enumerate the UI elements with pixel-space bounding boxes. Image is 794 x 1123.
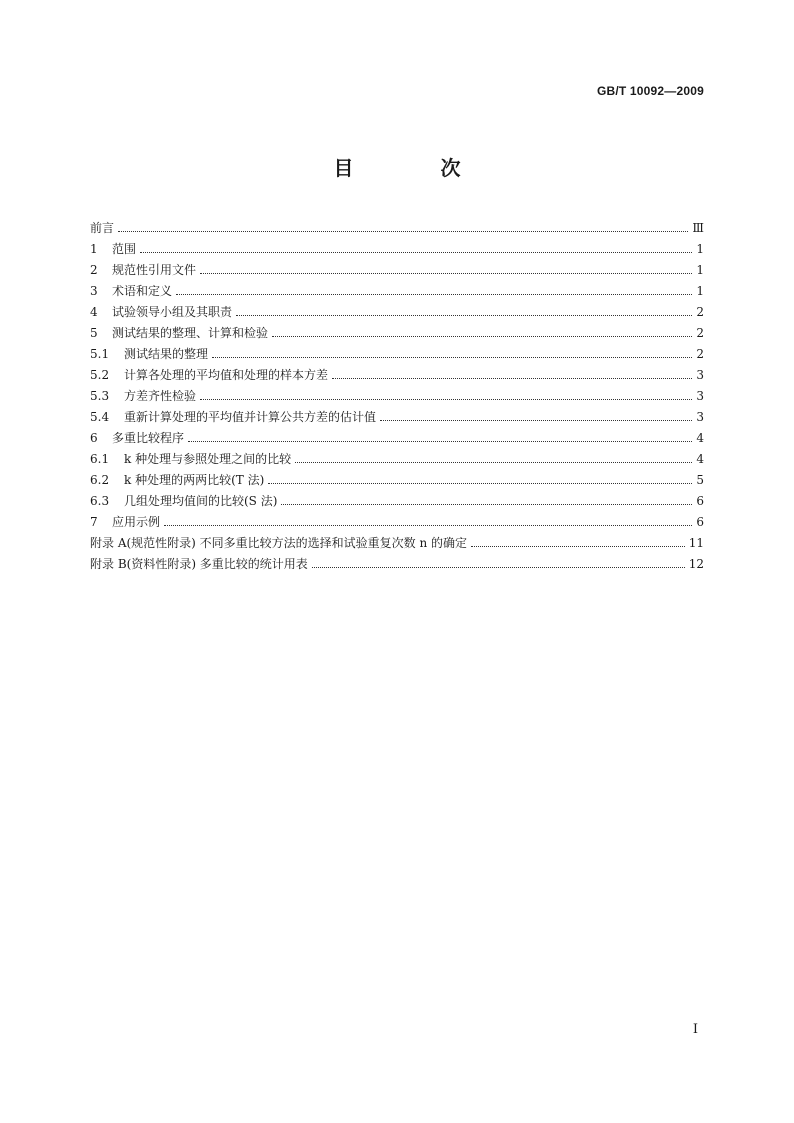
leader-dots	[164, 524, 692, 526]
leader-dots	[295, 461, 692, 463]
toc-entry-5[interactable]	[90, 323, 704, 344]
toc-number: 5.3	[90, 389, 110, 403]
toc-entry-appendix-a[interactable]	[90, 533, 704, 554]
toc-number: 3	[90, 284, 98, 298]
toc-page: 4	[696, 452, 704, 466]
toc-page: 3	[696, 410, 704, 424]
toc-number: 6.2	[90, 473, 110, 487]
toc-page: 12	[688, 557, 704, 571]
toc-entry-appendix-b[interactable]	[90, 554, 704, 575]
leader-dots	[176, 293, 692, 295]
toc-number: 6.3	[90, 494, 110, 508]
toc-label: 多重比较程序	[112, 431, 185, 445]
toc-entry-7[interactable]	[90, 512, 704, 533]
toc-page: 3	[696, 389, 704, 403]
toc-page: 2	[696, 347, 704, 361]
toc-number: 1	[90, 242, 98, 256]
toc-number: 7	[90, 515, 98, 529]
leader-dots	[200, 272, 692, 274]
leader-dots	[118, 230, 688, 232]
toc-page: 1	[696, 242, 704, 256]
leader-dots	[188, 440, 692, 442]
leader-dots	[268, 482, 692, 484]
toc-entry-5-1[interactable]	[90, 344, 704, 365]
toc-page: 5	[696, 473, 704, 487]
toc-label: k 种处理与参照处理之间的比较	[124, 452, 292, 466]
toc-page: Ⅲ	[692, 221, 704, 235]
toc-label: 规范性引用文件	[112, 263, 197, 277]
leader-dots	[312, 566, 685, 568]
toc-label: 术语和定义	[112, 284, 173, 298]
toc-entry-1[interactable]	[90, 239, 704, 260]
toc-entry-5-4[interactable]	[90, 407, 704, 428]
toc-label: 测试结果的整理、计算和检验	[112, 326, 269, 340]
toc-entry-preface[interactable]	[90, 218, 704, 239]
toc-number: 5.2	[90, 368, 110, 382]
toc-page: 3	[696, 368, 704, 382]
toc-label: 测试结果的整理	[124, 347, 209, 361]
leader-dots	[212, 356, 692, 358]
toc-entry-2[interactable]	[90, 260, 704, 281]
toc-entry-6-3[interactable]	[90, 491, 704, 512]
toc-number: 2	[90, 263, 98, 277]
toc-page: 1	[696, 263, 704, 277]
toc-page: 11	[688, 536, 704, 550]
toc-label: 前言	[90, 221, 115, 235]
page-title: 目 次	[333, 156, 501, 180]
toc-number: 4	[90, 305, 98, 319]
toc-page: 6	[696, 515, 704, 529]
toc-entry-6-2[interactable]	[90, 470, 704, 491]
toc-entry-4[interactable]	[90, 302, 704, 323]
toc-number: 5.1	[90, 347, 110, 361]
toc-number: 6	[90, 431, 98, 445]
toc-label: 应用示例	[112, 515, 161, 529]
toc-number: 5	[90, 326, 98, 340]
leader-dots	[200, 398, 692, 400]
toc-entry-5-3[interactable]	[90, 386, 704, 407]
leader-dots	[236, 314, 692, 316]
toc-label: k 种处理的两两比较(T 法)	[124, 473, 265, 487]
toc-page: 2	[696, 305, 704, 319]
toc-number: 5.4	[90, 410, 110, 424]
leader-dots	[380, 419, 692, 421]
leader-dots	[140, 251, 692, 253]
leader-dots	[471, 545, 685, 547]
standard-code: GB/T 10092—2009	[596, 84, 704, 98]
toc-page: 1	[696, 284, 704, 298]
toc-label: 附录 B(资料性附录) 多重比较的统计用表	[90, 557, 308, 571]
leader-dots	[332, 377, 692, 379]
toc-label: 几组处理均值间的比较(S 法)	[124, 494, 278, 508]
toc-entry-3[interactable]	[90, 281, 704, 302]
toc-label: 重新计算处理的平均值并计算公共方差的估计值	[124, 410, 377, 424]
toc-page: 4	[696, 431, 704, 445]
toc-label: 附录 A(规范性附录) 不同多重比较方法的选择和试验重复次数 n 的确定	[90, 536, 468, 550]
toc-page: 2	[696, 326, 704, 340]
toc-number: 6.1	[90, 452, 110, 466]
toc-label: 方差齐性检验	[124, 389, 197, 403]
toc-label: 计算各处理的平均值和处理的样本方差	[124, 368, 329, 382]
leader-dots	[272, 335, 692, 337]
toc-label: 试验领导小组及其职责	[112, 305, 233, 319]
page-number: I	[692, 1022, 698, 1037]
table-of-contents	[90, 218, 704, 575]
toc-label: 范围	[112, 242, 137, 256]
toc-entry-5-2[interactable]	[90, 365, 704, 386]
toc-entry-6-1[interactable]	[90, 449, 704, 470]
toc-entry-6[interactable]	[90, 428, 704, 449]
leader-dots	[281, 503, 692, 505]
toc-page: 6	[696, 494, 704, 508]
